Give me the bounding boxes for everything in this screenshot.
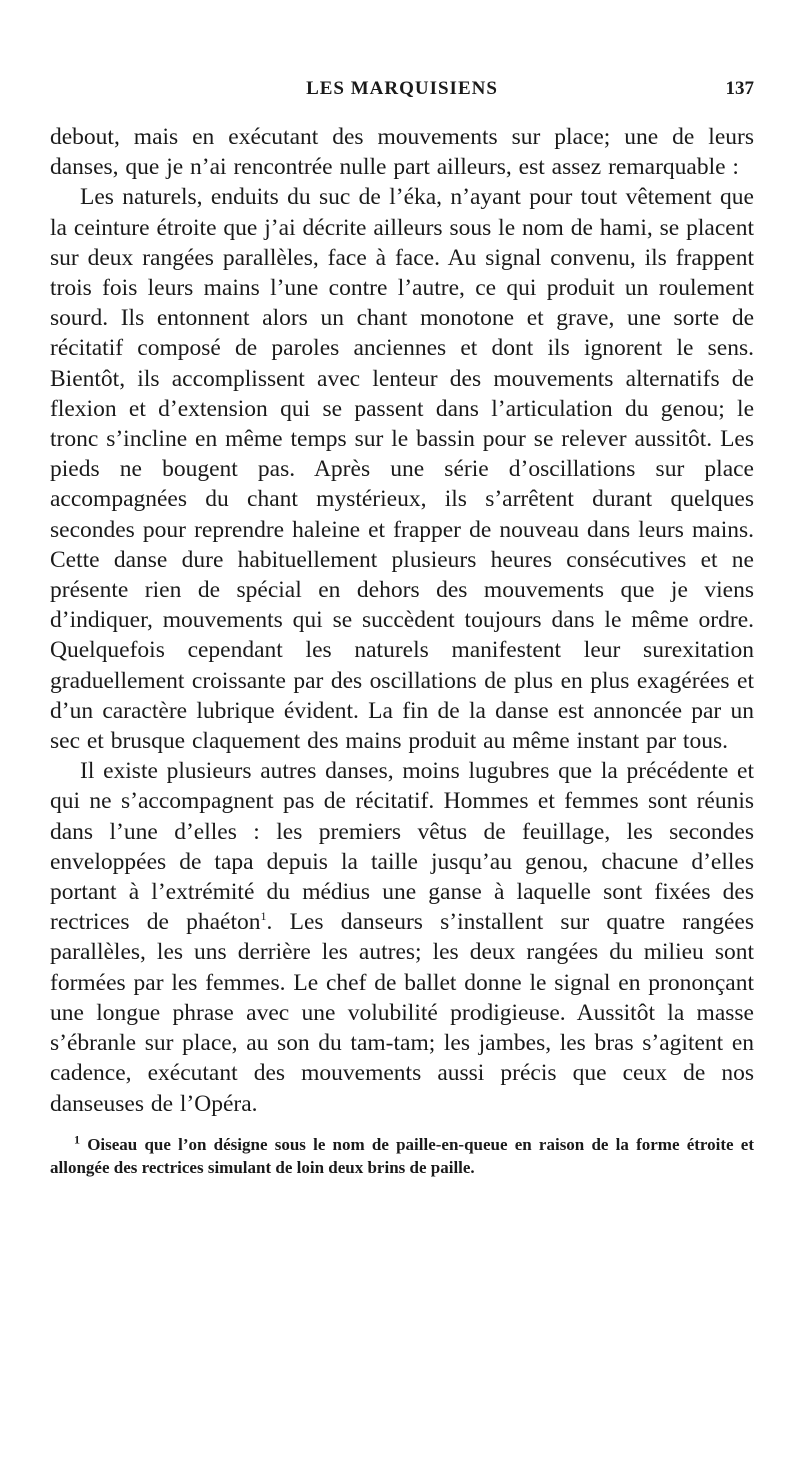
page-number: 137 [725,78,754,99]
book-page [50,78,754,1179]
paragraph-1: debout, mais en exécutant des mouvements sur place; une de leurs danses, que je n’ai rencontrée nulle part ailleurs, est assez remarquable : [50,124,754,181]
footnote-text: Oiseau que l’on désigne sous le nom de paille-en-queue en raison de la forme étroite et allongée des rectrices simulant de loin deux brins de paille. [50,1134,754,1177]
footnote-reference: 1 [260,909,267,924]
paragraph-2: Les naturels, enduits du suc de l’éka, n’ayant pour tout vêtement que la ceinture étroite que j’ai décrite ailleurs sous le nom de hami, se placent sur deux rangées parallèles, face à face. Au signal convenu, ils frappent trois fois leurs mains l’une contre l’autre, ce qui produit un roulement sourd. Ils entonnent alors un chant monotone et grave, une sorte de récitatif composé de paroles anciennes et dont ils ignorent le sens. Bientôt, ils accomplissent avec lenteur des mouvements alternatifs de flexion et d’extension qui se passent dans l’articulation du genou; le tronc s’incline en même temps sur le bassin pour se relever aussitôt. Les pieds ne bougent pas. Après une série d’oscillations sur place accompagnées du chant mystérieux, ils s’arrêtent durant quelques secondes pour reprendre haleine et frapper de nouveau dans leurs mains. Cette danse dure habituellement plusieurs heures consécutives et ne présente rien de spécial en dehors des mouvements que je viens d’indiquer, mouvements qui se succèdent toujours dans le même ordre. Quelquefois cependant les naturels manifestent leur surexitation graduellement croissante par des oscillations de plus en plus exagérées et d’un caractère lubrique évident. La fin de la danse est annoncée par un sec et brusque claquement des mains produit au même instant par tous. [50,184,754,755]
paragraph-3-text-b: . Les danseurs s’installent sur quatre rangées parallèles, les uns derrière les autres; les deux rangées du milieu sont formées par les femmes. Le chef de ballet donne le signal en prononçant une longue phrase avec une volubilité prodigieuse. Aussitôt la masse s’ébranle sur place, au son du tam-tam; les jambes, les bras s’agitent en cadence, exécutant des mouvements aussi précis que ceux de nos danseuses de l’Opéra. [50,909,754,1117]
running-title: LES MARQUISIENS [306,78,498,99]
paragraph-3-text-a: Il existe plusieurs autres danses, moins lugubres que la précédente et qui ne s’accompagnent pas de récitatif. Hommes et femmes sont réunis dans l’une d’elles : les premiers vêtus de feuillage, les secondes enveloppées de tapa depuis la taille jusqu’au genou, chacune d’elles portant à l’extrémité du médius une ganse à laquelle sont fixées des rectrices de phaéton [50,758,754,936]
body-text [50,122,754,1119]
paragraph-3 [50,756,754,1118]
footnote [50,1133,754,1179]
running-head [50,78,754,108]
footnote-marker: 1 [74,1132,80,1147]
footnote-separator [50,1119,754,1133]
